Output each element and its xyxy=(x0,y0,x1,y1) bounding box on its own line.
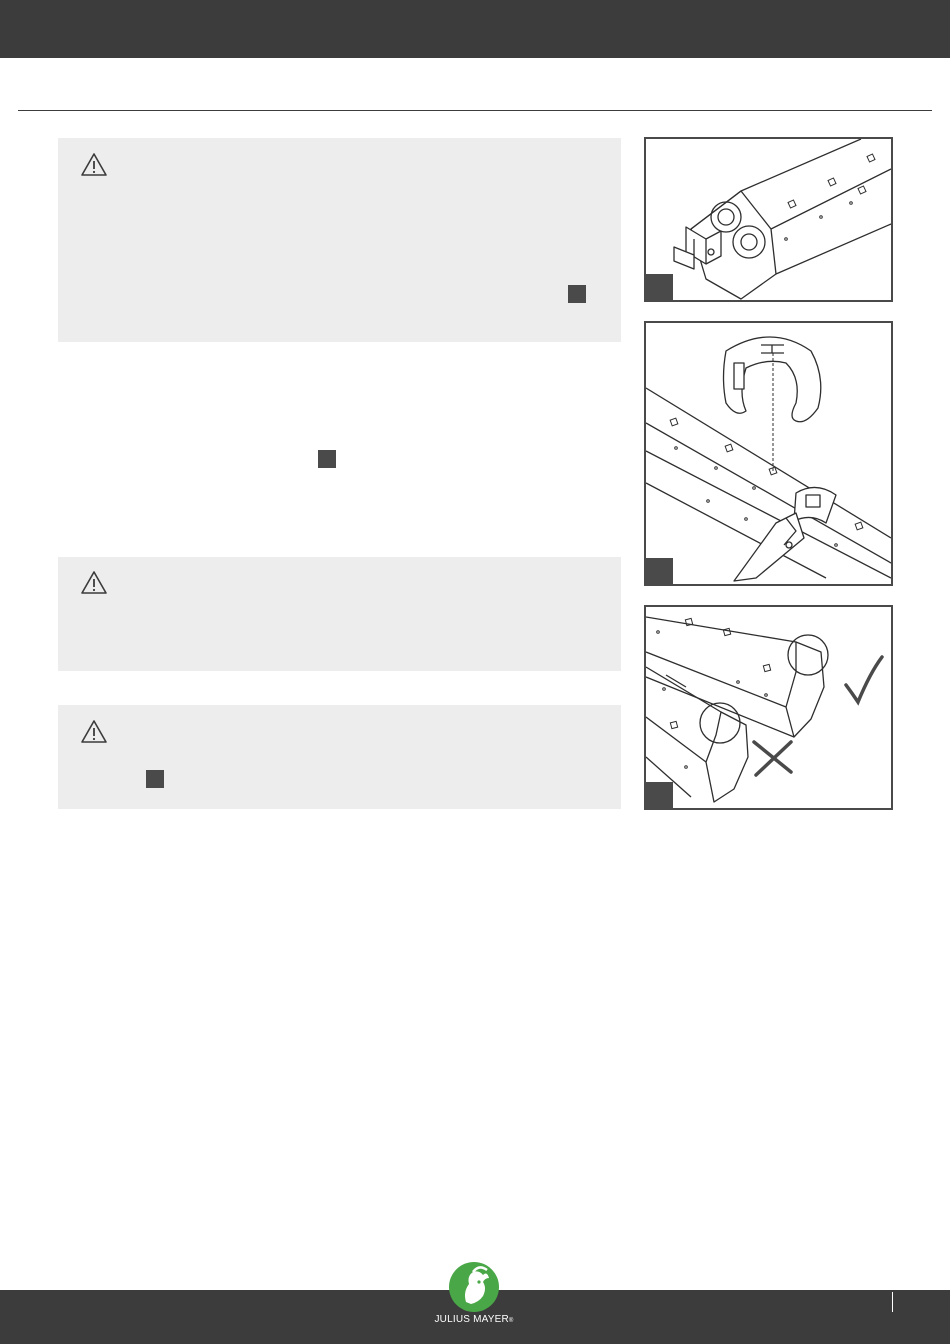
logo-emblem xyxy=(449,1262,499,1312)
warning-panel-3 xyxy=(58,705,621,809)
check-mark-icon xyxy=(846,657,882,702)
header-rule xyxy=(18,110,932,111)
figure-tube-end xyxy=(644,137,893,302)
figure-tube-seam-check xyxy=(644,605,893,810)
figure-number-tag xyxy=(646,274,673,300)
warning-panel-2 xyxy=(58,557,621,671)
warning-panel-1 xyxy=(58,138,621,342)
figure-number-tag xyxy=(646,558,673,584)
figure-number-tag xyxy=(646,782,673,808)
header-bar xyxy=(0,0,950,58)
figure-reference-marker xyxy=(146,770,164,788)
warning-triangle-icon xyxy=(80,152,108,178)
figure-reference-marker xyxy=(568,285,586,303)
warning-triangle-icon xyxy=(80,570,108,596)
logo-wordmark xyxy=(424,1314,524,1325)
julius-mayer-logo xyxy=(424,1262,524,1332)
figure-tube-clip xyxy=(644,321,893,586)
tube-seam-illustration xyxy=(646,607,891,808)
logo-registered-mark: ® xyxy=(508,1318,514,1324)
tube-clip-illustration xyxy=(646,323,891,584)
cross-mark-icon xyxy=(754,742,791,775)
figure-reference-marker xyxy=(318,450,336,468)
logo-name: JULIUS MAYER xyxy=(434,1314,509,1325)
page-number-divider xyxy=(892,1292,893,1312)
warning-triangle-icon xyxy=(80,719,108,745)
tube-end-illustration xyxy=(646,139,891,300)
ibex-icon xyxy=(449,1262,499,1312)
